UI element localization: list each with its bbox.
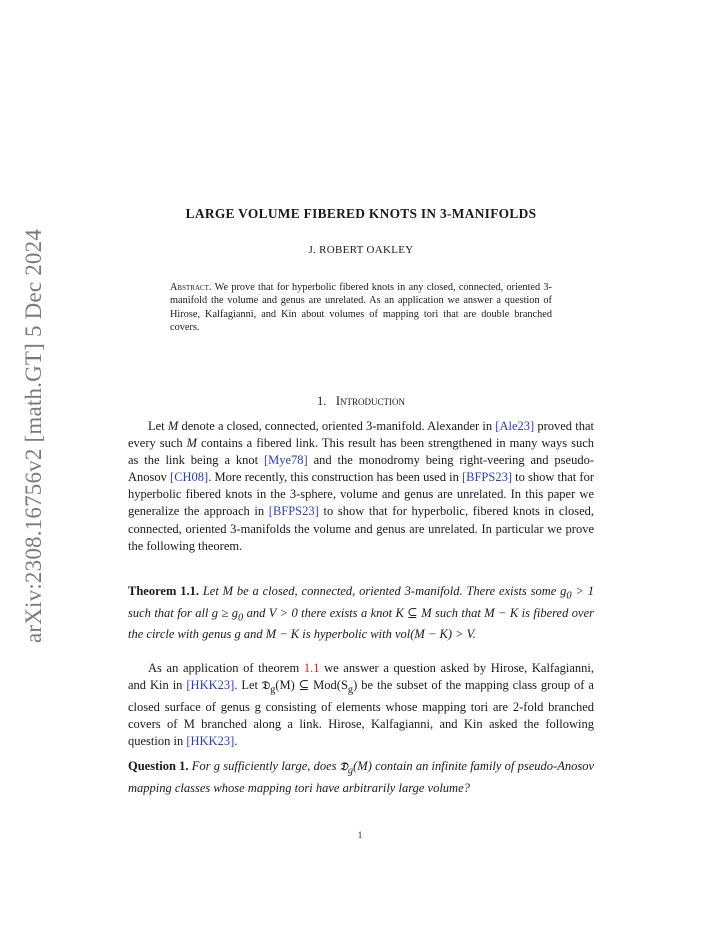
page-number: 1 bbox=[357, 830, 363, 840]
text-run: (M) ⊆ Mod(S bbox=[275, 678, 348, 693]
text-run: (M) contain an infinite family of pseudo-Anosov mapping classes whose mapping tori have arbitrarily large volume? bbox=[128, 759, 595, 795]
citation-link[interactable]: [HKK23] bbox=[186, 678, 235, 693]
subscript: g bbox=[347, 684, 354, 696]
section-title: Introduction bbox=[335, 394, 406, 408]
citation-link[interactable]: [Ale23] bbox=[495, 419, 535, 433]
subscript: g bbox=[270, 684, 276, 696]
question-text bbox=[128, 759, 594, 795]
application-paragraph bbox=[128, 660, 594, 750]
text-run: Let M be a closed, connected, oriented 3-manifold. There exists some g bbox=[202, 584, 567, 598]
fraktur-symbol: 𝔇 bbox=[261, 679, 271, 693]
theorem-block bbox=[128, 583, 594, 643]
section-number: 1. bbox=[316, 394, 327, 408]
abstract-label: Abstract. bbox=[170, 282, 212, 293]
text-run: . bbox=[234, 733, 238, 748]
text-run: we answer a question asked by Hirose, Kalfagianni, and Kin in bbox=[128, 661, 595, 693]
author-name: J. ROBERT OAKLEY bbox=[308, 244, 414, 256]
text-run: Let bbox=[148, 419, 168, 433]
subscript: g bbox=[347, 765, 354, 777]
citation-link[interactable]: [HKK23] bbox=[186, 733, 235, 748]
arxiv-identifier bbox=[14, 228, 54, 644]
arxiv-identifier-text: arXiv:2308.16756v2 [math.GT] 5 Dec 2024 bbox=[21, 228, 46, 644]
citation-link[interactable]: [BFPS23] bbox=[461, 470, 513, 485]
citation-link[interactable]: [Mye78] bbox=[263, 453, 308, 468]
theorem-reference-link[interactable]: 1.1 bbox=[303, 661, 320, 675]
citation-link[interactable]: [BFPS23] bbox=[268, 504, 319, 519]
text-run: and the monodromy being right-veering and pseudo-Anosov bbox=[128, 453, 595, 485]
abstract-text: We prove that for hyperbolic fibered knots in any closed, connected, oriented 3-manifold the volume and genus are unrelated. As an application we answer a question of Hirose, Kalfagianni, and Kin about volumes of mapping tori that are double branched covers. bbox=[170, 282, 552, 334]
text-run: to show that for hyperbolic fibered knots in the 3-sphere, volume and genus are unrelated. In this paper we generalize the approach in bbox=[128, 470, 594, 519]
text-run: contains a fibered link. This result has been strengthened in many ways such as the link being a knot bbox=[128, 436, 594, 468]
text-run: > 1 such that for all g ≥ g bbox=[128, 584, 594, 620]
text-run: . Let bbox=[234, 678, 262, 693]
question-label: Question 1. bbox=[128, 759, 189, 773]
text-run: denote a closed, connected, oriented 3-manifold. Alexander in bbox=[178, 419, 496, 433]
text-run: proved that every such bbox=[128, 419, 594, 451]
text-run: As an application of theorem bbox=[148, 661, 304, 675]
text-run: ) be the subset of the mapping class group of a closed surface of genus g consisting of elements whose mapping tori are 2-fold branched covers of M branched along a link. Hirose, Kalfagianni, and Kin asked the following question in bbox=[128, 678, 594, 748]
text-run: and V > 0 there exists a knot K ⊆ M such that M − K is fibered over the circle with genus g and M − K is hyperbolic with vol(M − K) > V. bbox=[128, 605, 594, 642]
citation-link[interactable]: [CH08] bbox=[170, 470, 209, 485]
paper-title: LARGE VOLUME FIBERED KNOTS IN 3-MANIFOLDS bbox=[185, 206, 537, 221]
theorem-label: Theorem 1.1. bbox=[128, 584, 199, 598]
text-run: . More recently, this construction has been used in bbox=[208, 470, 462, 485]
fraktur-symbol: 𝔇 bbox=[339, 760, 348, 773]
subscript: 0 bbox=[566, 590, 572, 602]
question-block bbox=[128, 758, 594, 797]
section-heading bbox=[128, 394, 594, 409]
subscript: 0 bbox=[238, 612, 244, 624]
abstract bbox=[170, 281, 552, 335]
text-run: to show that for hyperbolic, fibered knots in closed, connected, oriented 3-manifolds the volume and genus are unrelated. In particular we prove the following theorem. bbox=[128, 504, 594, 553]
intro-paragraph: Let M denote a closed, connected, oriented 3-manifold. Alexander in [Ale23] proved that every such M contains a fibered link. This result has been strengthened in many ways such as the link being a knot [Mye78] and the monodromy being right-veering and pseudo-Anosov [CH08]. More recently, this construction has been used in [BFPS23] to show that for hyperbolic fibered knots in the 3-sphere, volume and genus are unrelated. In this paper we generalize the approach in [BFPS23] to show that for hyperbolic, fibered knots in closed, connected, oriented 3-manifolds the volume and genus are unrelated. In particular we prove the following theorem. bbox=[128, 419, 595, 553]
text-run: For g sufficiently large, does bbox=[191, 759, 340, 773]
